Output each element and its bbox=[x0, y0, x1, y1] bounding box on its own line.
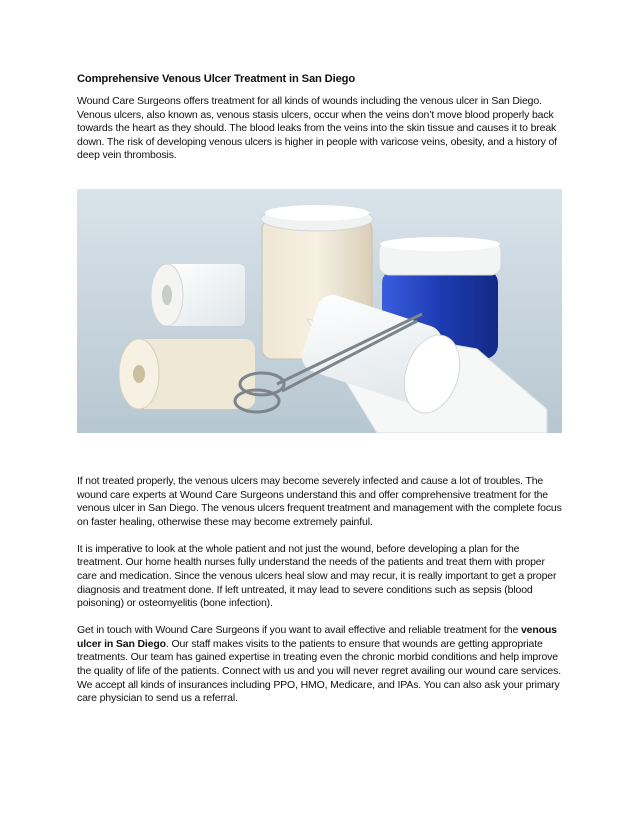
paragraph-whole-patient: It is imperative to look at the whole patient and not just the wound, before developing a plan for the treatment. Our home health nurses fully understand the needs of the patients and treat them with proper care and medication. Since the venous ulcers heal slow and may recur, it is really important to get a proper diagnosis and treatment done. If left untreated, it may lead to severe conditions such as sepsis (blood poisoning) or osteomyelitis (bone infection). bbox=[77, 542, 557, 610]
keyword-bold: venous ulcer in San Diego bbox=[77, 624, 557, 650]
paragraph-intro: Wound Care Surgeons offers treatment for all kinds of wounds including the venous ulcer in San Diego. Venous ulcers, also known as, venous stasis ulcers, occur when the veins don’t move blood properly back towards the heart as they should. The blood leaks from the veins into the skin tissue and causes it to break down. The risk of developing venous ulcers is higher in people with varicose veins, obesity, and a history of deep vein thrombosis. bbox=[77, 95, 557, 162]
wound-care-supplies-photo bbox=[77, 189, 562, 433]
page-title: Comprehensive Venous Ulcer Treatment in San Diego bbox=[77, 73, 356, 85]
contact-text-end: . Our staff makes visits to the patients to ensure that wounds are getting appropriate treatments. Our team has gained expertise in treating even the chronic morbid conditions and help improve the quality of life of the patients. Connect with us and you will never regret availing our wound care services. We accept all kinds of insurances including PPO, HMO, Medicare, and IPAs. You can also ask your primary care physician to send us a referral. bbox=[77, 637, 561, 705]
paragraph-contact bbox=[77, 624, 563, 706]
paragraph-infection: If not treated properly, the venous ulcers may become severely infected and cause a lot of troubles. The wound care experts at Wound Care Surgeons understand this and offer comprehensive treatment for the venous ulcer in San Diego. The venous ulcers frequent treatment and management with the complete focus on faster healing, otherwise these may become extremely painful. bbox=[77, 475, 562, 528]
document-body-continued bbox=[77, 475, 563, 719]
tape-roll bbox=[151, 264, 245, 326]
contact-text-start: Get in touch with Wound Care Surgeons if you want to avail effective and reliable treatment for the bbox=[77, 624, 521, 637]
document-body bbox=[77, 72, 563, 176]
